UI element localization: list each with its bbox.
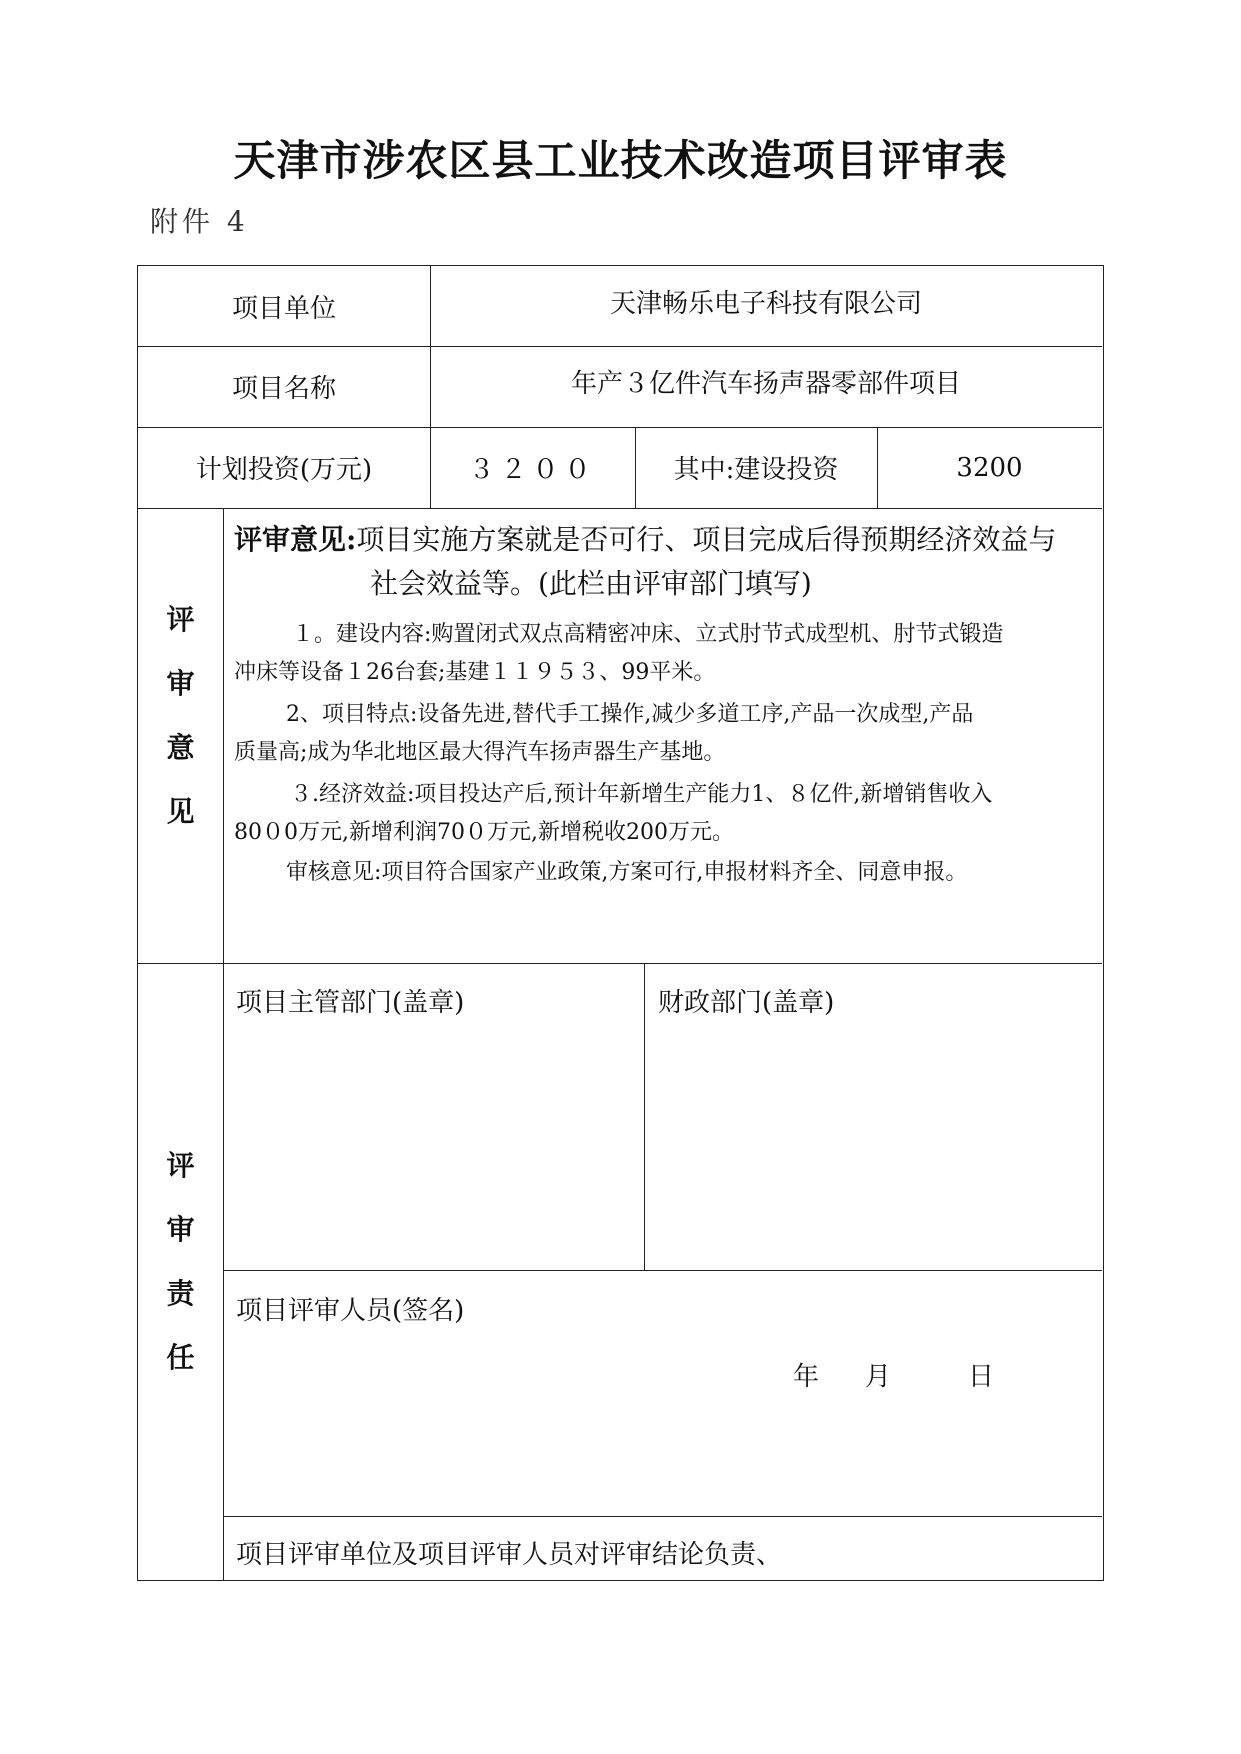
date-year-label: 年 (793, 1362, 820, 1392)
date-day-label: 日 (968, 1362, 995, 1392)
project-name-label: 项目名称 (231, 374, 336, 404)
project-name-value: 年产３亿件汽车扬声器零部件项目 (570, 368, 961, 399)
date-month-label: 月 (865, 1362, 892, 1392)
attachment-label: 附件 4 (150, 205, 249, 238)
opinion-side-label: 评 审 意 见 (166, 602, 195, 828)
department-seal-label: 项目主管部门(盖章) (236, 988, 465, 1018)
planned-investment-value: ３２００ (468, 455, 597, 485)
opinion-line: 冲床等设备１26台套;基建１１９５３、99平米。 (234, 660, 716, 685)
opinion-heading: 评审意见:项目实施方案就是否可行、项目完成后得预期经济效益与 (234, 523, 1057, 556)
responsibility-statement: 项目评审单位及项目评审人员对评审结论负责、 (236, 1540, 783, 1570)
project-unit-label: 项目单位 (231, 293, 336, 324)
construction-investment-label: 其中:建设投资 (673, 455, 839, 485)
reviewer-signature-label: 项目评审人员(签名) (236, 1296, 465, 1326)
opinion-content (138, 508, 1102, 963)
planned-investment-label: 计划投资(万元) (195, 455, 373, 485)
opinion-line: ３.经济效益:项目投达产后,预计年新增生产能力1、８亿件,新增销售收入 (290, 782, 993, 807)
construction-investment-value: 3200 (956, 452, 1023, 483)
responsibility-side-label: 评 审 责 任 (166, 1149, 195, 1374)
document-title: 天津市涉农区县工业技术改造项目评审表 (233, 136, 1008, 185)
review-form-table (137, 265, 1104, 1581)
opinion-line: 80０0万元,新增利润70０万元,新增税收200万元。 (234, 820, 734, 845)
opinion-line: 审核意见:项目符合国家产业政策,方案可行,申报材料齐全、同意申报。 (286, 860, 968, 885)
opinion-line: 2、项目特点:设备先进,替代手工操作,减少多道工序,产品一次成型,产品 (286, 702, 974, 727)
opinion-heading-continued: 社会效益等。(此栏由评审部门填写) (370, 567, 812, 600)
opinion-line: 质量高;成为华北地区最大得汽车扬声器生产基地。 (234, 740, 726, 765)
project-unit-value: 天津畅乐电子科技有限公司 (609, 288, 922, 319)
opinion-line: １。建设内容:购置闭式双点高精密冲床、立式肘节式成型机、肘节式锻造 (292, 622, 1004, 647)
finance-seal-label: 财政部门(盖章) (658, 988, 835, 1018)
